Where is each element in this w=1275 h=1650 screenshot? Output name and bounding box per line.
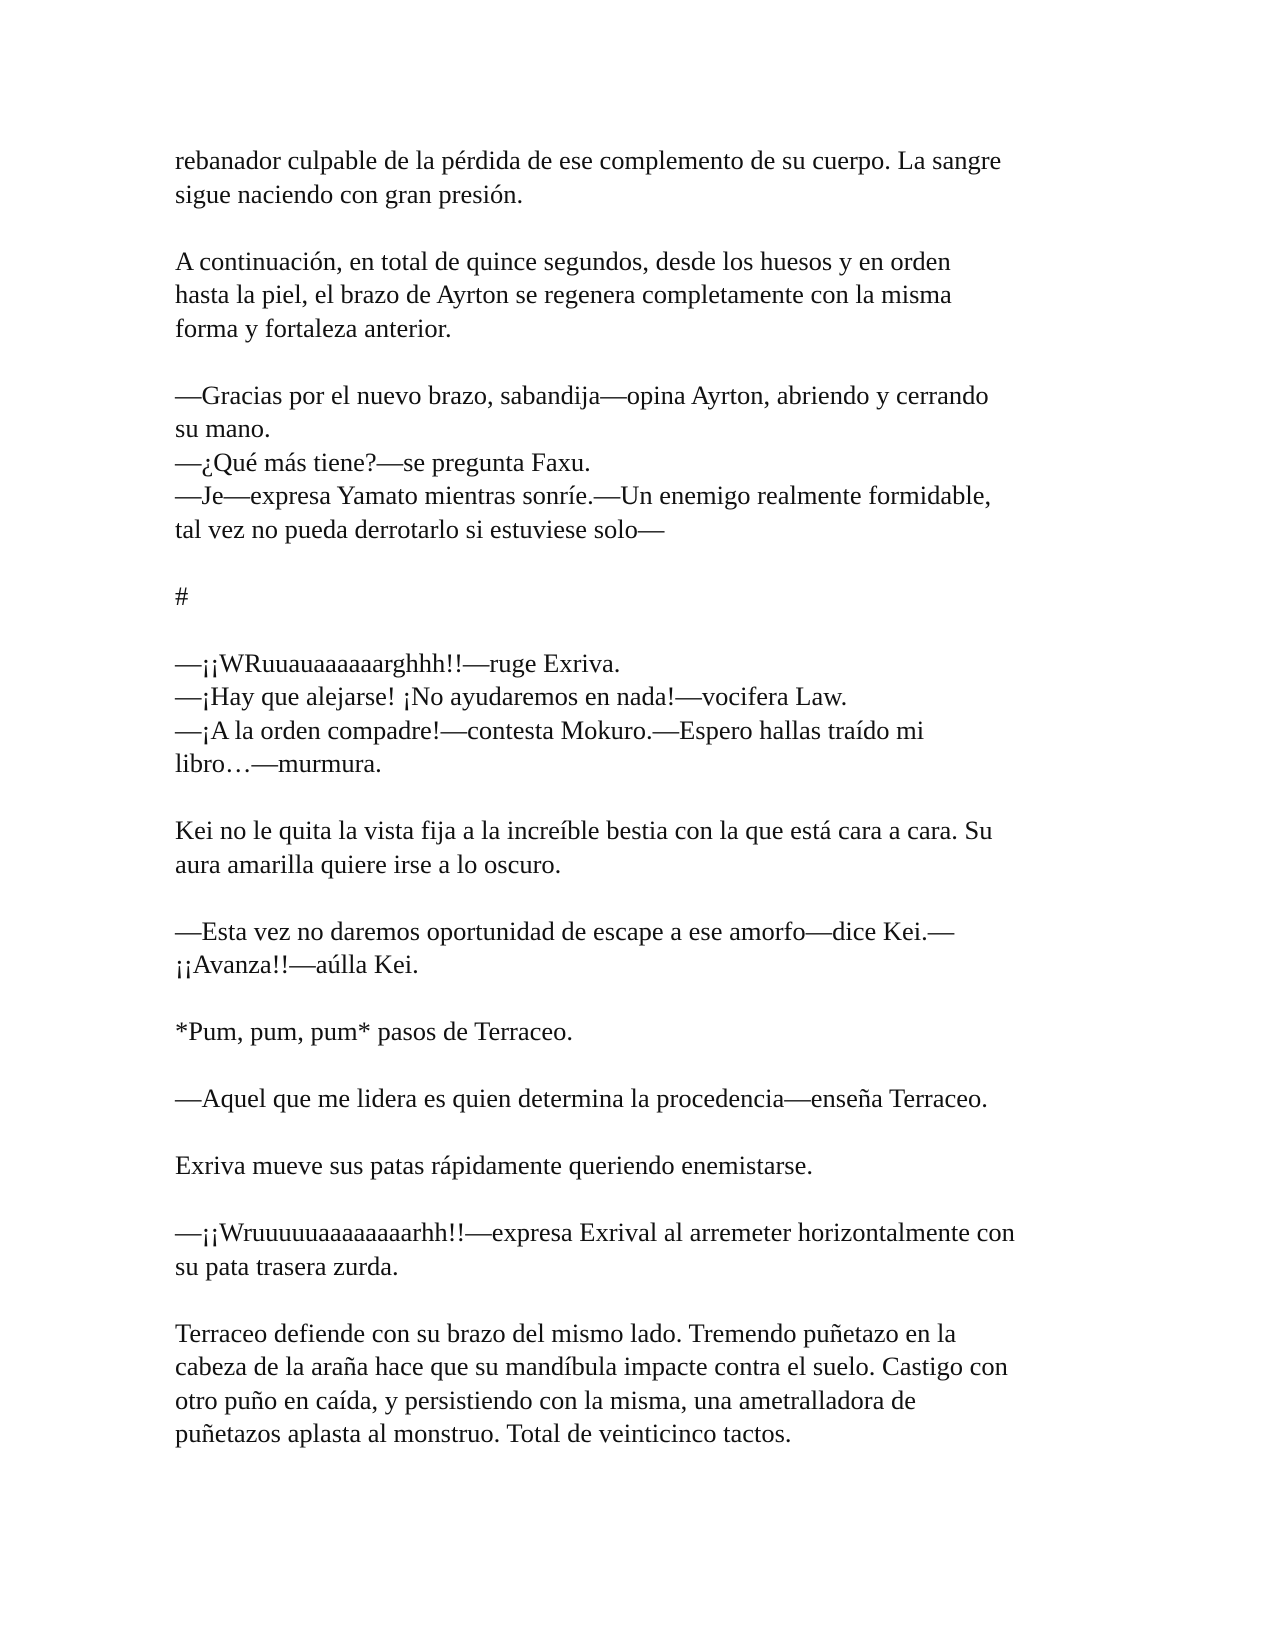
- text-line: sigue naciendo con gran presión.: [175, 178, 524, 209]
- document-page: [175, 144, 1105, 1484]
- paragraph-3: [175, 814, 1105, 881]
- paragraph-4: [175, 1015, 1105, 1049]
- text-line: —Gracias por el nuevo brazo, sabandija—opina Ayrton, abriendo y cerrando: [175, 379, 989, 410]
- text-line: ¡¡Avanza!!—aúlla Kei.: [175, 949, 419, 979]
- text-line: —¿Qué más tiene?—se pregunta Faxu.: [175, 446, 591, 477]
- text-line: —¡¡Wruuuuuaaaaaaaarhh!!—expresa Exrival al arremeter horizontalmente con: [175, 1217, 1015, 1247]
- text-line: su mano.: [175, 413, 271, 443]
- text-line: otro puño en caída, y persistiendo con la misma, una ametralladora de: [175, 1384, 917, 1415]
- text-line: —Je—expresa Yamato mientras sonríe.—Un enemigo realmente formidable,: [175, 480, 992, 510]
- dialogue-block-2: [175, 647, 1105, 781]
- text-line: tal vez no pueda derrotarlo si estuviese solo—: [175, 513, 665, 544]
- text-line: —Esta vez no daremos oportunidad de escape a ese amorfo—dice Kei.—: [175, 915, 955, 946]
- text-line: aura amarilla quiere irse a lo oscuro.: [175, 848, 562, 879]
- dialogue-block-3: [175, 915, 1105, 982]
- dialogue-block-4: [175, 1082, 1105, 1116]
- scene-break-mark: #: [175, 580, 189, 611]
- text-line: Terraceo defiende con su brazo del mismo lado. Tremendo puñetazo en la: [175, 1317, 957, 1348]
- text-line: forma y fortaleza anterior.: [175, 312, 452, 343]
- text-line: Kei no le quita la vista fija a la increíble bestia con la que está cara a cara. Su: [175, 815, 993, 845]
- paragraph-6: [175, 1317, 1105, 1451]
- text-line: —¡Hay que alejarse! ¡No ayudaremos en nada!—vocifera Law.: [175, 681, 848, 711]
- scene-break: [175, 580, 1105, 614]
- text-line: su pata trasera zurda.: [175, 1250, 399, 1281]
- text-line: *Pum, pum, pum* pasos de Terraceo.: [175, 1016, 574, 1046]
- text-line: rebanador culpable de la pérdida de ese complemento de su cuerpo. La sangre: [175, 145, 1002, 175]
- text-line: Exriva mueve sus patas rápidamente queriendo enemistarse.: [175, 1150, 813, 1180]
- paragraph-1: [175, 144, 1105, 211]
- dialogue-block-5: [175, 1216, 1105, 1283]
- text-line: hasta la piel, el brazo de Ayrton se regenera completamente con la misma: [175, 279, 952, 309]
- text-line: cabeza de la araña hace que su mandíbula impacte contra el suelo. Castigo con: [175, 1351, 1008, 1381]
- text-line: A continuación, en total de quince segundos, desde los huesos y en orden: [175, 245, 951, 276]
- paragraph-5: [175, 1149, 1105, 1183]
- paragraph-2: [175, 245, 1105, 346]
- text-line: —¡A la orden compadre!—contesta Mokuro.—Espero hallas traído mi: [175, 714, 925, 745]
- text-line: —Aquel que me lidera es quien determina la procedencia—enseña Terraceo.: [175, 1083, 988, 1113]
- text-line: —¡¡WRuuauaaaaaarghhh!!—ruge Exriva.: [175, 647, 621, 678]
- text-line: libro…—murmura.: [175, 748, 382, 778]
- dialogue-block-1: [175, 379, 1105, 547]
- text-line: puñetazos aplasta al monstruo. Total de veinticinco tactos.: [175, 1418, 792, 1448]
